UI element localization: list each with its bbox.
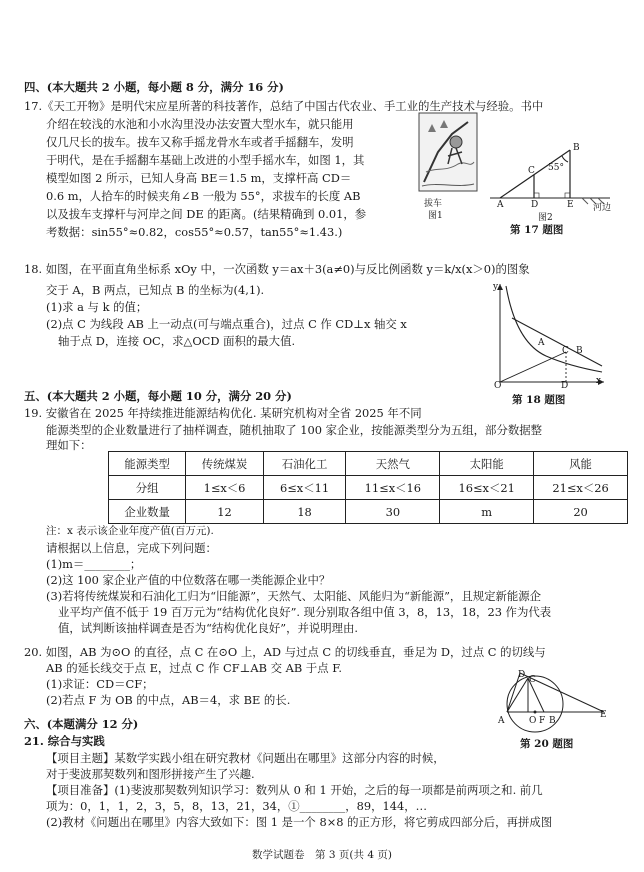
q17-fig2-point-d: D xyxy=(531,200,539,210)
q20-point-f: F xyxy=(539,716,546,726)
q20-figure-caption: 第 20 题图 xyxy=(520,738,574,750)
table-cell: 传统煤炭 xyxy=(186,452,263,476)
q18-point-d: D xyxy=(561,381,569,391)
q20-point-o: O xyxy=(529,716,537,726)
page-footer: 数学试题卷 第 3 页(共 4 页) xyxy=(252,849,392,861)
q19-part-3-line-2: 业平均产值不低于 19 百万元为“结构优化良好”. 现分别取各组中值 3，8，13，18，23 作为代表 xyxy=(58,605,552,619)
section-5-title: 五、(本大题共 2 小题，每小题 10 分，满分 20 分) xyxy=(24,389,292,403)
q21-line-topic: 【项目主题】某数学实践小组在研究教材《问题出在哪里》这部分内容的时候， xyxy=(46,751,445,765)
q17-line-7: 以及拔车支撑杆与河岸之间 DE 的距离。(结果精确到 0.01，参 xyxy=(46,207,367,221)
q20-line-4: (2)若点 F 为 OB 的中点，AB＝4，求 BE 的长. xyxy=(46,693,291,707)
q18-figure-graph xyxy=(490,280,608,390)
table-cell: 能源类型 xyxy=(109,452,186,476)
q18-point-o: O xyxy=(494,381,502,391)
q17-fig2-angle: 55° xyxy=(548,163,564,173)
q19-line-3: 理如下： xyxy=(46,438,92,452)
q17-figure-2-caption: 图2 xyxy=(538,213,553,223)
table-cell: 18 xyxy=(263,500,346,524)
q19-part-3-line-1: (3)若将传统煤炭和石油化工归为“旧能源”，天然气、太阳能、风能归为“新能源”，且规定新能源企 xyxy=(46,589,542,603)
q18-point-c: C xyxy=(562,346,569,356)
table-row-count xyxy=(109,500,628,524)
q17-fig2-point-b: B xyxy=(573,143,580,153)
q20-line-3: (1)求证：CD＝CF； xyxy=(46,677,154,691)
table-cell: 21≤x＜26 xyxy=(534,476,628,500)
q19-part-2: (2)这 100 家企业产值的中位数落在哪一类能源企业中？ xyxy=(46,573,331,587)
q17-line-6: 0.6 m，人拾车的时候夹角∠B 一般为 55°，求拔车的长度 AB xyxy=(46,189,361,203)
q20-line-2: AB 的延长线交于点 E，过点 C 作 CF⊥AB 交 AB 于点 F. xyxy=(46,661,342,675)
q18-line-2: 交于 A，B 两点，已知点 B 的坐标为(4,1). xyxy=(46,283,265,297)
table-cell: 天然气 xyxy=(346,452,440,476)
table-cell: 企业数量 xyxy=(109,500,186,524)
q18-point-b: B xyxy=(576,346,583,356)
table-cell: 风能 xyxy=(534,452,628,476)
q19-part-1: (1)m＝________； xyxy=(46,557,142,571)
q17-fig2-point-a: A xyxy=(497,200,504,210)
q19-data-table xyxy=(108,451,628,524)
q19-line-2: 能源类型的企业数量进行了抽样调查，随机抽取了 100 家企业，按能源类型分为五组，部分数据整 xyxy=(46,423,543,437)
section-6-title: 六、(本题满分 12 分) xyxy=(24,717,139,731)
q19-line-1: 19. 安徽省在 2025 年持续推进能源结构优化. 某研究机构对全省 2025 年不同 xyxy=(24,406,422,420)
q17-line-1: 17.《天工开物》是明代宋应星所著的科技著作，总结了中国古代农业、手工业的生产技术与经验。书中 xyxy=(24,99,544,113)
table-row-group xyxy=(109,476,628,500)
table-cell: 30 xyxy=(346,500,440,524)
q18-line-1: 18. 如图，在平面直角坐标系 xOy 中，一次函数 y＝ax＋3(a≠0)与反比例函数 y＝k/x(x＞0)的图象 xyxy=(24,262,530,276)
table-cell: 16≤x＜21 xyxy=(440,476,534,500)
table-cell: 太阳能 xyxy=(440,452,534,476)
table-cell: 12 xyxy=(186,500,263,524)
table-cell: 6≤x＜11 xyxy=(263,476,346,500)
q18-line-3: (1)求 a 与 k 的值； xyxy=(46,300,148,314)
q18-point-a: A xyxy=(538,338,545,348)
q21-line-prep: 【项目准备】(1)斐波那契数列知识学习：数列从 0 和 1 开始，之后的每一项都是前两项之和. 前几 xyxy=(46,783,543,797)
table-cell: 石油化工 xyxy=(263,452,346,476)
q17-figure-1-label: 拔车 xyxy=(424,199,443,209)
table-cell: 11≤x＜16 xyxy=(346,476,440,500)
section-4-title: 四、(本大题共 2 小题，每小题 8 分，满分 16 分) xyxy=(24,80,284,94)
q21-line-topic-2: 对于斐波那契数列和图形拼接产生了兴趣. xyxy=(46,767,255,781)
table-row-header xyxy=(109,452,628,476)
q17-figure-caption: 第 17 题图 xyxy=(510,224,564,236)
table-cell: 分组 xyxy=(109,476,186,500)
q19-part-3-line-3: 值，试判断该抽样调查是否为“结构优化良好”，并说明理由. xyxy=(58,621,359,635)
q17-fig2-point-e: E xyxy=(567,200,574,210)
q19-prompt: 请根据以上信息，完成下列问题： xyxy=(46,541,217,555)
q18-line-4: (2)点 C 为线段 AB 上一动点(可与端点重合)，过点 C 作 CD⊥x 轴交 x xyxy=(46,317,407,331)
q17-figure-1-caption: 图1 xyxy=(428,211,443,221)
q17-line-5: 模型如图 2 所示，已知人身高 BE＝1.5 m，支撑杆高 CD＝ xyxy=(46,171,352,185)
q20-line-1: 20. 如图，AB 为⊙O 的直径，点 C 在⊙O 上，AD 与过点 C 的切线垂直，垂足为 D，过点 C 的切线与 xyxy=(24,645,546,659)
q20-point-b: B xyxy=(549,716,556,726)
q20-point-d: D xyxy=(518,670,526,680)
q20-point-c: C xyxy=(529,675,536,685)
q18-axis-x-label: x xyxy=(596,376,602,386)
q17-line-8: 考数据：sin55°≈0.82，cos55°≈0.57，tan55°≈1.43.) xyxy=(46,225,343,239)
q17-figure-1-illustration xyxy=(418,112,478,192)
q17-line-2: 介绍在较浅的水池和小水沟里没办法安置大型水车，就只能用 xyxy=(46,117,354,131)
q18-axis-y-label: y xyxy=(493,282,499,292)
q17-fig2-point-c: C xyxy=(528,166,535,176)
q20-point-a: A xyxy=(498,716,505,726)
table-cell: 1≤x＜6 xyxy=(186,476,263,500)
q21-line-sequence: 项为：0，1，1，2，3，5，8，13，21，34，①________，89，144，… xyxy=(46,799,428,813)
q19-note: 注：x 表示该企业年度产值(百万元). xyxy=(46,525,214,537)
q17-line-3: 仅几尺长的拔车。拔车又称手摇龙骨水车或者手摇翻车，发明 xyxy=(46,135,354,149)
q17-line-4: 于明代，是在手摇翻车基础上改进的小型手摇水车，如图 1，其 xyxy=(46,153,365,167)
q20-point-e: E xyxy=(600,710,607,720)
q21-title: 21. 综合与实践 xyxy=(24,734,105,748)
q17-fig2-bank: 河边 xyxy=(593,203,612,213)
q18-line-5: 轴于点 D，连接 OC，求△OCD 面积的最大值. xyxy=(58,334,296,348)
table-cell: m xyxy=(440,500,534,524)
table-cell: 20 xyxy=(534,500,628,524)
q18-figure-caption: 第 18 题图 xyxy=(512,394,566,406)
q21-line-textbook: (2)教材《问题出在哪里》内容大致如下：图 1 是一个 8×8 的正方形，将它剪成四部分后，再拼成图 xyxy=(46,815,553,829)
